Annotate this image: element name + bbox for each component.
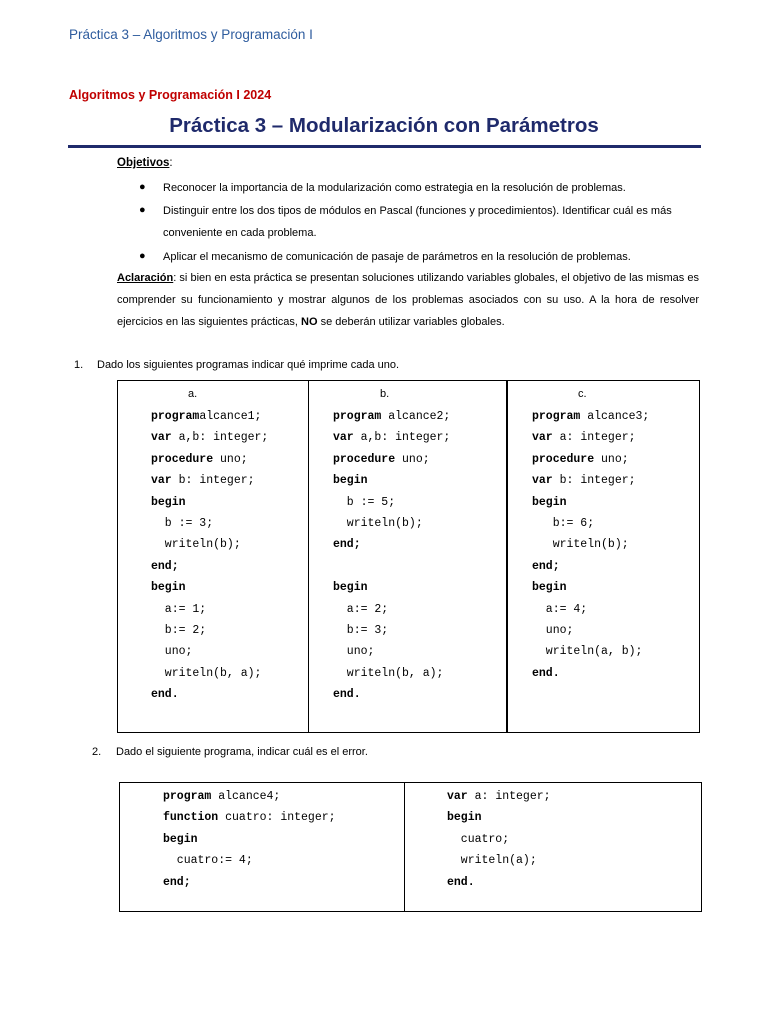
code-line: a:= 2; [333,602,389,616]
code-line: b := 5; [333,495,396,509]
code-line: program alcance4; [163,790,281,803]
bullet-icon: ● [139,204,146,216]
code-line: begin [447,811,482,825]
code-line: end; [532,559,560,573]
code-line: begin [532,495,567,509]
code-line: end. [333,688,361,702]
code-line: end. [532,666,560,680]
code-line: a:= 1; [151,602,207,616]
code-line: program alcance2; [333,410,451,423]
code-line: uno; [532,624,574,638]
code-line: b:= 2; [151,624,207,638]
code-line: begin [151,495,186,509]
code-line: begin [163,832,198,846]
running-header: Práctica 3 – Algoritmos y Programación I [69,27,313,42]
code-line: end; [151,559,179,573]
code-line: var a,b: integer; [333,431,451,445]
code-line: program alcance3; [532,410,650,423]
code-block-b [333,406,450,706]
column-divider [506,380,508,733]
note-label: Aclaración [117,272,174,284]
code-block-right [447,786,551,893]
code-line: end. [151,688,179,702]
clarification-note: Aclaración: si bien en esta práctica se presentan soluciones utilizando variables globales, el objetivo de las mismas es comprender su funcionamiento y mostrar algunos de los problemas asociados con su uso. A la hora de resolver ejercicios en las siguientes prácticas, NO se deberán utilizar variables globales. [117,272,699,328]
question-text: Dado los siguientes programas indicar qué imprime cada uno. [97,359,400,371]
note-emphasis: NO [301,316,318,328]
code-line: writeln(a); [447,854,537,868]
objective-item: Distinguir entre los dos tipos de módulos en Pascal (funciones y procedimientos). Identificar cuál es más conveniente en cada problema. [163,205,672,239]
code-line: var a: integer; [447,790,551,803]
code-line: end; [163,875,191,889]
code-line: writeln(b, a); [151,666,262,680]
code-line: writeln(b, a); [333,666,444,680]
code-block-a [151,406,268,706]
column-label-a: a. [188,388,198,400]
code-block-left [163,786,336,893]
code-line: cuatro:= 4; [163,854,253,868]
code-line: var a,b: integer; [151,431,269,445]
code-line: var a: integer; [532,431,636,445]
code-line: b:= 3; [333,624,389,638]
column-divider [308,380,309,733]
page-title: Práctica 3 – Modularización con Parámetros [169,114,599,137]
code-line: end; [333,538,361,552]
code-block-c [532,406,649,684]
question-text: Dado el siguiente programa, indicar cuál es el error. [116,746,368,758]
code-line: begin [532,581,567,595]
question-number: 1. [74,359,84,371]
code-line: writeln(b); [532,538,629,552]
code-line: writeln(b); [151,538,241,552]
code-line: procedure uno; [532,452,629,466]
code-line: uno; [151,645,193,659]
code-line: cuatro; [447,832,510,846]
code-line: procedure uno; [151,452,248,466]
code-line: function cuatro: integer; [163,811,336,825]
code-line: begin [151,581,186,595]
code-line: begin [333,474,368,488]
objective-item: Reconocer la importancia de la modularización como estrategia en la resolución de problemas. [163,182,626,194]
objectives-heading: Objetivos: [117,157,173,169]
code-line: var b: integer; [532,474,636,488]
code-line: b := 3; [151,517,214,531]
column-label-b: b. [380,388,390,400]
code-line: a:= 4; [532,602,588,616]
column-label-c: c. [578,388,587,400]
code-line: b:= 6; [532,517,595,531]
code-line [333,556,450,577]
objective-item: Aplicar el mecanismo de comunicación de pasaje de parámetros en la resolución de problemas. [163,251,631,263]
code-line: var b: integer; [151,474,255,488]
question-number: 2. [92,746,102,758]
code-line: procedure uno; [333,452,430,466]
title-divider [68,145,701,148]
code-line: uno; [333,645,375,659]
bullet-icon: ● [139,250,146,262]
course-title: Algoritmos y Programación I 2024 [69,88,272,102]
code-line: writeln(a, b); [532,645,643,659]
code-line: end. [447,875,475,889]
code-line: begin [333,581,368,595]
code-line: programalcance1; [151,410,262,423]
column-divider [404,782,405,912]
bullet-icon: ● [139,181,146,193]
code-line: writeln(b); [333,517,423,531]
